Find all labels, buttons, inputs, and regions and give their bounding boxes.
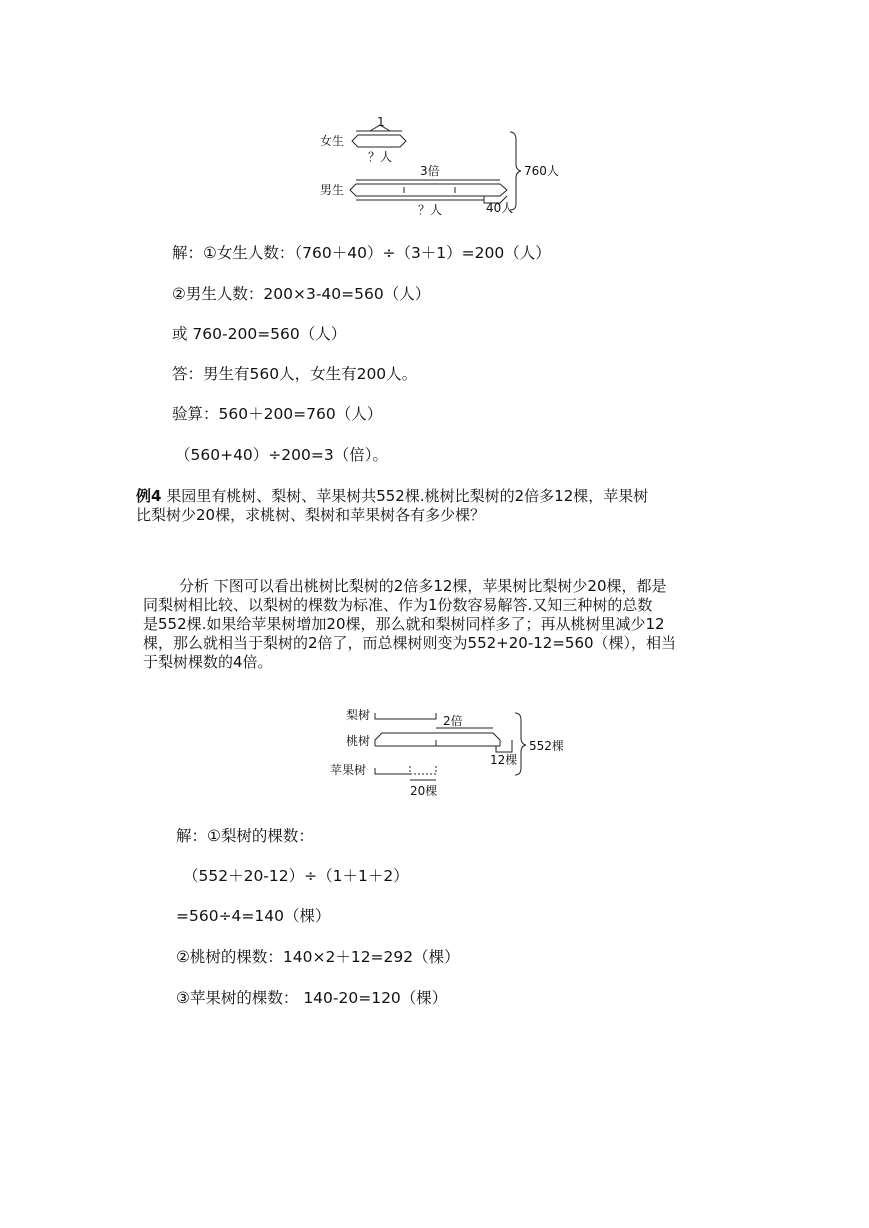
solution1-line3: 或 760-200=560（人）: [172, 325, 347, 343]
boys-question-label: ？人: [418, 203, 443, 217]
solution1-line2: ②男生人数：200×3-40=560（人）: [172, 285, 431, 303]
example4-label: 例4: [136, 487, 162, 505]
total-label-1: 760人: [524, 164, 559, 178]
solution2-line3: =560÷4=140（棵）: [176, 907, 331, 925]
boys-label: 男生: [320, 183, 345, 197]
solution2-line2: （552＋20-12）÷（1＋1＋2）: [183, 867, 409, 885]
analysis-line2: 同梨树相比较、以梨树的棵数为标准、作为1份数容易解答.又知三种树的总数: [143, 596, 653, 614]
total-label-2: 552棵: [529, 739, 564, 753]
pear-label: 梨树: [346, 708, 371, 722]
solution1-answer: 答：男生有560人，女生有200人。: [172, 365, 418, 383]
girls-unit-label: 1: [377, 115, 385, 129]
analysis-line1: 分析 下图可以看出桃树比梨树的2倍多12棵，苹果树比梨树少20棵，都是: [179, 577, 667, 595]
peach-label: 桃树: [346, 734, 371, 748]
solution1-line1: 解：①女生人数：（760＋40）÷（3＋1）=200（人）: [172, 244, 551, 262]
apple-label: 苹果树: [330, 763, 367, 777]
example4-line1: 果园里有桃树、梨树、苹果树共552棵.桃树比梨树的2倍多12棵，苹果树: [161, 487, 649, 505]
extra-label: 12棵: [490, 753, 518, 767]
analysis-line5: 于梨树棵数的4倍。: [143, 653, 273, 671]
multiple-label: 2倍: [443, 714, 463, 728]
peach-bar: [375, 733, 500, 746]
analysis-line4: 棵，那么就相当于梨树的2倍了，而总棵树则变为552+20-12=560（棵），相当: [143, 634, 677, 652]
solution2-line5: ③苹果树的棵数： 140-20=120（棵）: [176, 989, 448, 1007]
solution2-line1: 解：①梨树的棵数：: [176, 827, 314, 845]
apple-bar: [375, 768, 410, 774]
apple-missing-segment: [410, 766, 436, 774]
girls-label: 女生: [320, 134, 345, 148]
pear-bar: [375, 713, 436, 719]
solution2-line4: ②桃树的棵数：140×2＋12=292（棵）: [176, 948, 460, 966]
analysis-line3: 是552棵.如果给苹果树增加20棵，那么就和梨树同样多了；再从桃树里减少12: [143, 615, 665, 633]
boys-multiple-label: 3倍: [420, 164, 440, 178]
less-label: 20棵: [410, 784, 438, 798]
example4-line2: 比梨树少20棵，求桃树、梨树和苹果树各有多少棵？: [136, 506, 486, 524]
solution1-check: 验算：560＋200=760（人）: [172, 405, 383, 423]
girls-question-label: ？人: [368, 150, 393, 164]
solution1-check2: （560+40）÷200=3（倍）。: [175, 446, 388, 464]
boys-extra-label: 40人: [486, 201, 514, 215]
